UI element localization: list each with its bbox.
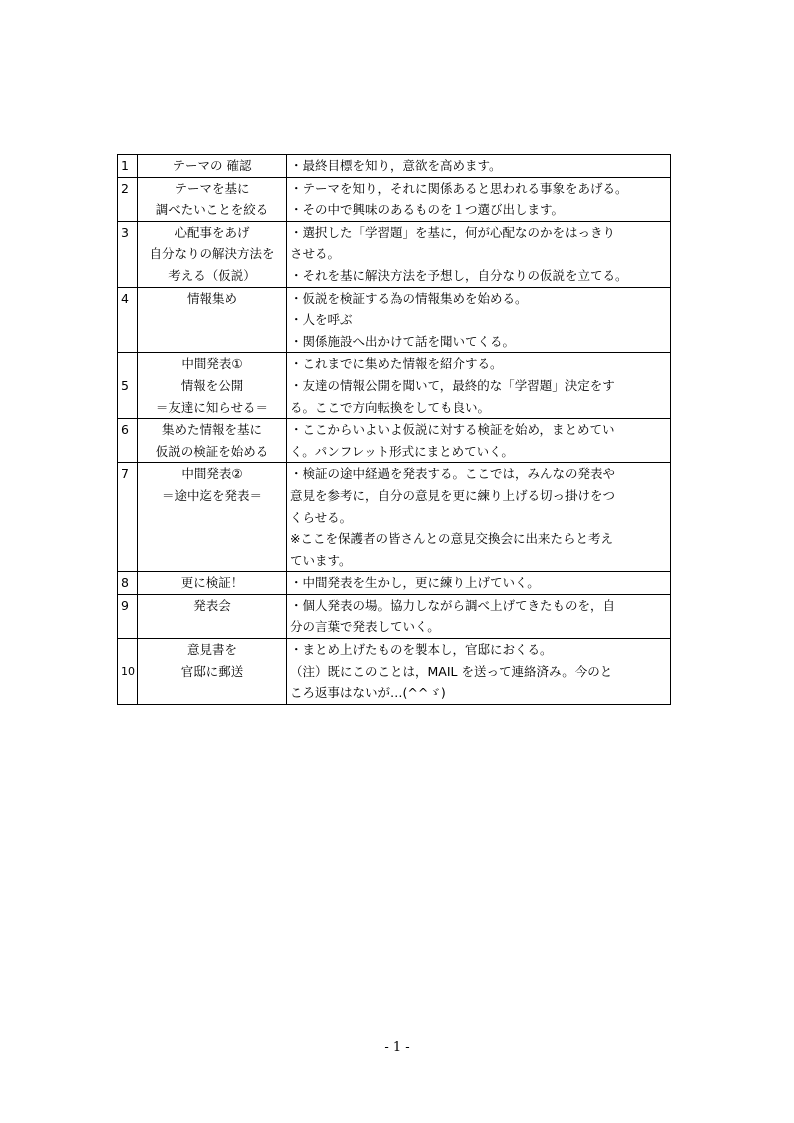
step-title-line: テーマを基に — [174, 180, 250, 196]
step-title-line: ＝友達に知らせる＝ — [155, 399, 269, 415]
step-title-line: 仮説の検証を始める — [155, 443, 269, 459]
step-description-line: ・人を呼ぶ — [290, 312, 353, 328]
step-description — [287, 463, 671, 572]
step-title-line: 調べたいことを絞る — [155, 202, 269, 218]
step-number: 2 — [118, 177, 138, 221]
step-title-line: 考える（仮説） — [168, 267, 256, 283]
step-description — [287, 353, 671, 419]
step-title-line: 情報集め — [186, 290, 237, 306]
step-description-line: 分の言葉で発表していく。 — [290, 619, 440, 635]
step-number: 10 — [118, 639, 138, 705]
table-row — [118, 463, 671, 572]
table-row — [118, 353, 671, 419]
table-row — [118, 572, 671, 595]
step-number: 7 — [118, 463, 138, 572]
step-description-line: ・個人発表の場。協力しながら調べ上げてきたものを，自 — [290, 597, 616, 613]
step-title — [138, 639, 287, 705]
step-description — [287, 572, 671, 595]
step-title-line: 官邸に郵送 — [180, 663, 244, 679]
step-number: 4 — [118, 287, 138, 353]
step-description-line: ・これまでに集めた情報を紹介する。 — [290, 356, 503, 372]
step-number: 9 — [118, 594, 138, 638]
step-description-line: ています。 — [290, 552, 352, 568]
step-description-line: ・中間発表を生かし，更に練り上げていく。 — [290, 575, 540, 591]
table-row — [118, 155, 671, 178]
learning-plan-body — [118, 155, 671, 705]
step-description-line: くらせる。 — [290, 509, 353, 525]
step-description-line: ・検証の途中経過を発表する。ここでは，みんなの発表や — [290, 466, 616, 482]
step-description-line: ・それを基に解決方法を予想し，自分なりの仮説を立てる。 — [290, 267, 628, 283]
step-description-line: く。パンフレット形式にまとめていく。 — [290, 443, 514, 459]
step-title — [138, 463, 287, 572]
step-title — [138, 419, 287, 463]
step-title-line: 発表会 — [193, 597, 231, 613]
step-description — [287, 155, 671, 178]
step-description-line: ・最終目標を知り，意欲を高めます。 — [290, 158, 502, 173]
table-row — [118, 594, 671, 638]
step-description-line: ・テーマを知り，それに関係あると思われる事象をあげる。 — [290, 180, 628, 196]
step-description-line: ・選択した「学習題」を基に，何が心配なのかをはっきり — [290, 224, 616, 240]
step-description — [287, 639, 671, 705]
step-description-line: ・仮説を検証する為の情報集めを始める。 — [290, 290, 528, 306]
step-title — [138, 572, 287, 595]
step-number: 3 — [118, 221, 138, 287]
step-title — [138, 155, 287, 178]
table-row — [118, 287, 671, 353]
step-title-line: 中間発表① — [181, 356, 243, 372]
table-row — [118, 639, 671, 705]
step-title-line: 更に検証！ — [180, 575, 244, 591]
step-title-line: 情報を公開 — [180, 377, 244, 393]
step-title — [138, 594, 287, 638]
step-description-line: ・関係施設へ出かけて話を聞いてくる。 — [290, 333, 516, 349]
step-title — [138, 177, 287, 221]
page-number: - 1 - — [384, 1040, 410, 1055]
step-title-line: 集めた情報を基に — [161, 422, 262, 438]
step-title-line: 意見書を — [186, 642, 237, 658]
learning-plan-table — [117, 154, 671, 705]
step-description — [287, 287, 671, 353]
step-title-line: テーマの 確認 — [172, 158, 252, 173]
step-title-line: 自分なりの解決方法を — [149, 246, 275, 262]
step-title-line: 心配事をあげ — [174, 224, 250, 240]
step-description-line: ころ返事はないが…(^^ゞ) — [290, 685, 446, 701]
step-number: 6 — [118, 419, 138, 463]
step-description — [287, 221, 671, 287]
step-title — [138, 221, 287, 287]
step-number: 1 — [118, 155, 138, 178]
step-title — [138, 353, 287, 419]
step-description-line: させる。 — [290, 246, 341, 262]
table-row — [118, 177, 671, 221]
table-row — [118, 419, 671, 463]
step-title-line: ＝途中迄を発表＝ — [161, 487, 262, 503]
step-description-line: ※ここを保護者の皆さんとの意見交換会に出来たらと考え — [290, 531, 613, 547]
step-description-line: （注）既にこのことは，MAIL を送って連絡済み。今のと — [290, 663, 613, 679]
step-number: 8 — [118, 572, 138, 595]
step-description-line: る。ここで方向転換をしても良い。 — [290, 399, 491, 415]
step-description-line: 意見を参考に，自分の意見を更に練り上げる切っ掛けをつ — [290, 487, 616, 503]
step-title-line: 中間発表② — [181, 466, 243, 482]
table-row — [118, 221, 671, 287]
step-description-line: ・まとめ上げたものを製本し，官邸におくる。 — [290, 642, 553, 658]
step-description — [287, 594, 671, 638]
step-description — [287, 177, 671, 221]
step-title — [138, 287, 287, 353]
step-description — [287, 419, 671, 463]
step-number: 5 — [118, 353, 138, 419]
step-description-line: ・友達の情報公開を聞いて，最終的な「学習題」決定をす — [290, 377, 615, 393]
step-description-line: ・その中で興味のあるものを１つ選び出します。 — [290, 202, 565, 218]
step-description-line: ・ここからいよいよ仮説に対する検証を始め，まとめてい — [290, 422, 615, 438]
